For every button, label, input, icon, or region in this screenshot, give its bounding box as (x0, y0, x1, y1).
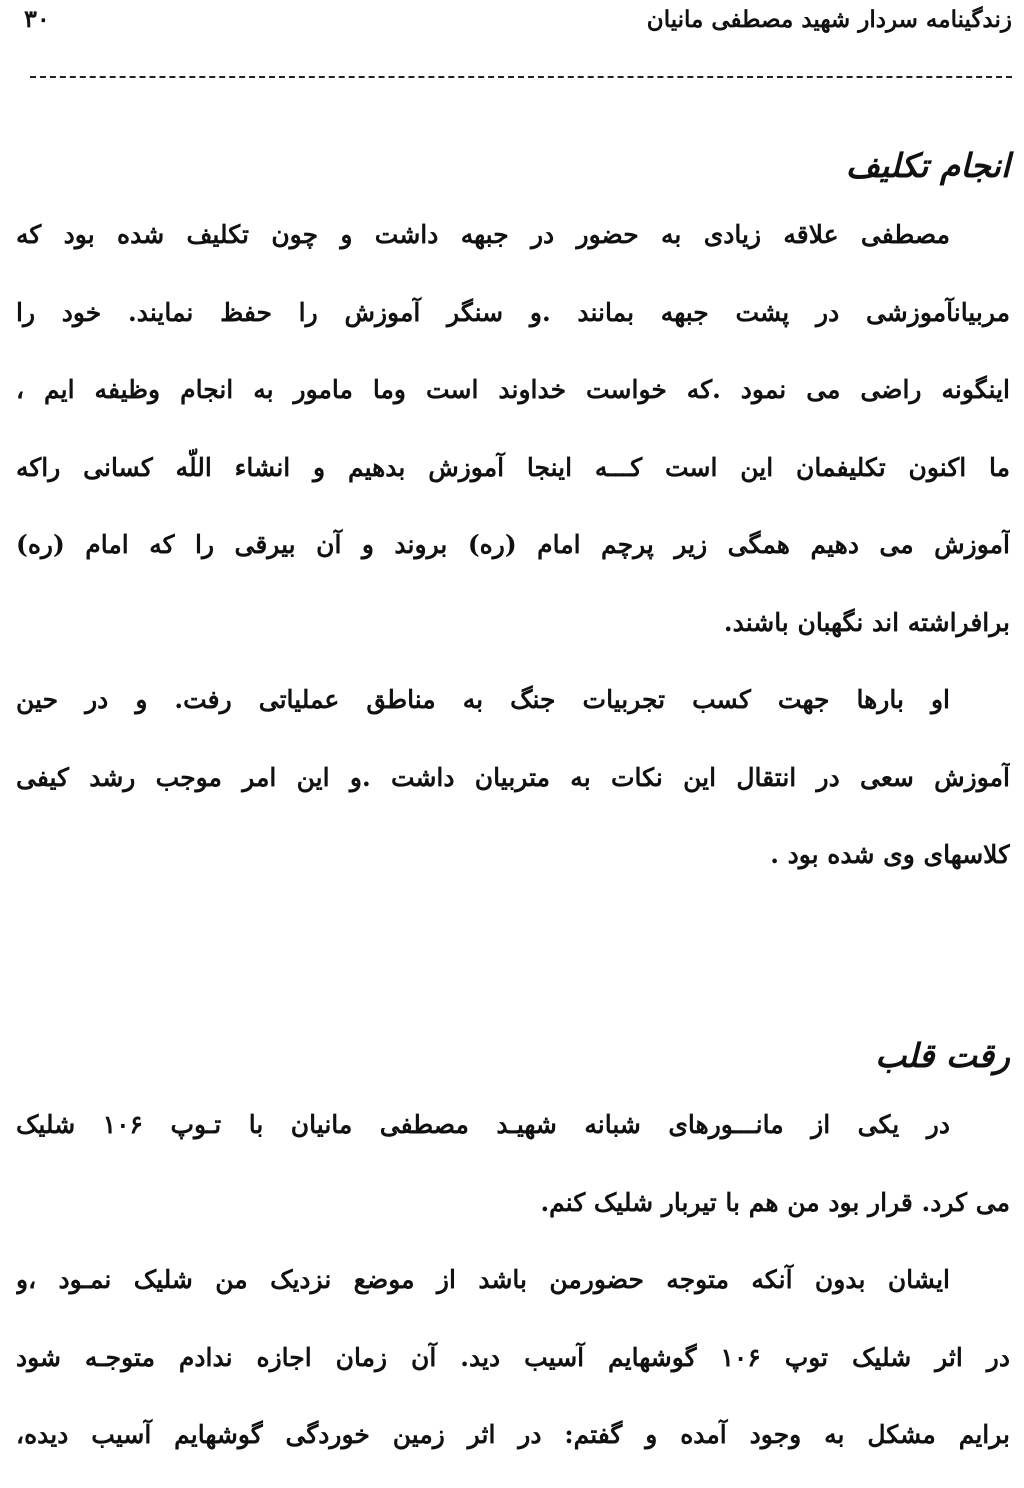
text-line: ایشان بدون آنکه متوجه حضورمن باشد از موضع نزدیک من شلیک نمـود ،و (16, 1265, 950, 1294)
text-line: اینگونه راضی می نمود .که خواست خداوند است وما مامور به انجام وظیفه ایم ، (16, 375, 1010, 404)
text-line: آموزش سعی در انتقال این نکات به متربیان داشت .و این امر موجب رشد کیفی (16, 762, 1010, 792)
text-line: برافراشته اند نگهبان باشند. (723, 607, 1010, 637)
text-line: او بارها جهت کسب تجربیات جنگ به مناطق عملیاتی رفت. و در حین (16, 685, 950, 714)
paragraph (16, 661, 1010, 894)
running-title: زندگینامه سردار شهید مصطفی مانیان (646, 6, 1012, 33)
section-compassion (16, 1026, 1010, 1474)
header-divider (30, 76, 1012, 78)
text-line: مصطفی علاقه زیادی به حضور در جبهه داشت و چون تکلیف شده بود که (16, 220, 950, 249)
text-line: در اثر شلیک توپ ۱۰۶ گوشهایم آسیب دید. آن زمان اجازه ندادم متوجـه شود (16, 1342, 1010, 1372)
text-line: آموزش می دهیم همگی زیر پرچم امام (ره) بروند و آن بیرقی را که امام (ره) (16, 530, 1010, 559)
text-line: ما اکنون تکلیفمان این است کـــه اینجا آموزش بدهیم و انشاء اللّه کسانی راکه (16, 452, 1010, 482)
section-duty (16, 136, 1010, 894)
text-line: کلاسهای وی شده بود . (770, 840, 1010, 869)
section-title: رقت قلب (875, 1036, 1010, 1075)
text-line: برایم مشکل به وجود آمده و گفتم: در اثر زمین خوردگی گوشهایم آسیب دیده، (16, 1420, 1010, 1449)
text-line: می کرد. قرار بود من هم با تیربار شلیک کنم. (540, 1187, 1010, 1217)
page-number: ۳۰ (24, 4, 50, 33)
text-line: در یکی از مانـــورهای شبانه شهیـد مصطفی مانیان با تـوپ ۱۰۶ شلیک (16, 1110, 950, 1139)
paragraph (16, 1241, 1010, 1474)
section-title: انجام تکلیف (845, 146, 1010, 185)
paragraph (16, 196, 1010, 661)
paragraph (16, 1086, 1010, 1241)
text-line: مربیانآموزشی در پشت جبهه بمانند .و سنگر آموزش را حفظ نمایند. خود را (16, 297, 1010, 327)
page-header (24, 4, 1012, 44)
